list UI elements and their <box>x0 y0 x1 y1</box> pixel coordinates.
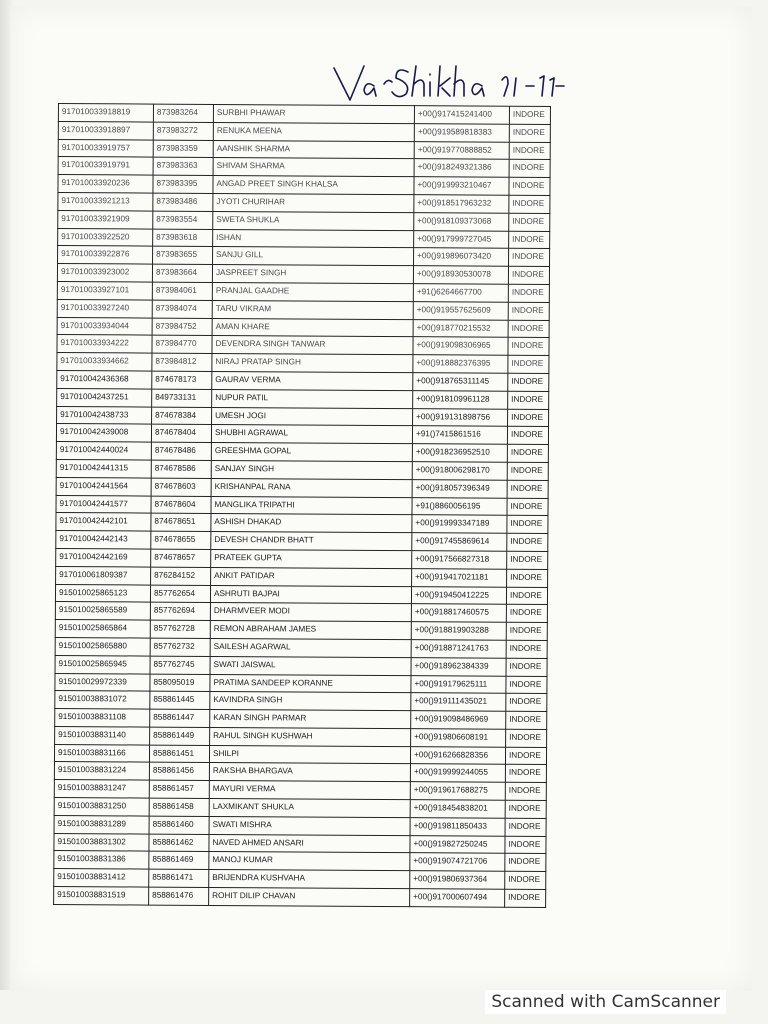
city-cell: INDORE <box>507 551 548 569</box>
candidate-name-cell: SHILPI <box>209 745 410 764</box>
candidate-id-cell: 858861456 <box>149 763 209 781</box>
candidate-name-cell: UMESH JOGI <box>212 407 413 426</box>
application-number-cell: 917010042438733 <box>57 406 152 424</box>
city-cell: INDORE <box>507 444 548 462</box>
candidate-name-cell: SANJU GILL <box>213 247 414 266</box>
candidate-id-cell: 858861476 <box>149 887 209 905</box>
candidate-name-cell: LAXMIKANT SHUKLA <box>209 799 410 818</box>
candidate-name-cell: AANSHIK SHARMA <box>213 140 414 159</box>
application-number-cell: 917010033922520 <box>58 228 153 246</box>
phone-number-cell: +00()918454838201 <box>410 800 505 818</box>
candidate-name-cell: PRANJAL GAADHE <box>212 282 413 301</box>
application-number-cell: 917010033918897 <box>58 121 153 139</box>
candidate-id-cell: 873984074 <box>152 300 212 318</box>
city-cell: INDORE <box>507 516 548 534</box>
city-cell: INDORE <box>508 302 549 320</box>
phone-number-cell: +00()917566827318 <box>412 551 507 569</box>
candidate-name-cell: SHUBHI AGRAWAL <box>211 425 412 444</box>
candidate-id-cell: 858861469 <box>149 852 209 870</box>
candidate-id-cell: 858861449 <box>150 727 210 745</box>
city-cell: INDORE <box>505 889 546 907</box>
application-number-cell: 915010038831140 <box>55 726 150 744</box>
phone-number-cell: +00()919993210467 <box>414 177 509 195</box>
candidate-id-cell: 874678384 <box>152 407 212 425</box>
phone-number-cell: +00()918817460575 <box>411 604 506 622</box>
city-cell: INDORE <box>508 284 549 302</box>
candidate-name-cell: DHARMVEER MODI <box>210 603 411 622</box>
candidate-name-cell: SWETA SHUKLA <box>213 211 414 230</box>
phone-number-cell: +00()918871241763 <box>411 640 506 658</box>
handwritten-signature <box>330 60 570 108</box>
candidate-id-cell: 873984812 <box>152 353 212 371</box>
city-cell: INDORE <box>509 160 550 178</box>
candidate-name-cell: NIRAJ PRATAP SINGH <box>212 354 413 373</box>
application-number-cell: 917010042437251 <box>57 388 152 406</box>
candidate-id-cell: 874678173 <box>152 371 212 389</box>
application-number-cell: 917010042440024 <box>56 442 151 460</box>
candidate-name-cell: SWATI JAISWAL <box>210 656 411 675</box>
candidate-name-cell: MANGLIKA TRIPATHI <box>211 496 412 515</box>
city-cell: INDORE <box>508 355 549 373</box>
candidate-id-cell: 874678655 <box>151 531 211 549</box>
candidate-id-cell: 876284152 <box>151 567 211 585</box>
application-number-cell: 917010033927240 <box>57 299 152 317</box>
candidate-name-cell: PRATEEK GUPTA <box>211 549 412 568</box>
phone-number-cell: +00()916266828356 <box>410 746 505 764</box>
candidate-id-cell: 874678603 <box>151 478 211 496</box>
application-number-cell: 915010038831386 <box>54 851 149 869</box>
candidate-id-cell: 874678651 <box>151 513 211 531</box>
phone-number-cell: +00()917455869614 <box>412 533 507 551</box>
application-number-cell: 917010042442143 <box>56 531 151 549</box>
application-number-cell: 917010033922876 <box>58 246 153 264</box>
candidate-name-cell: SAILESH AGARWAL <box>210 638 411 657</box>
candidate-name-cell: SWATI MISHRA <box>209 816 410 835</box>
candidate-id-cell: 873983264 <box>153 104 213 122</box>
application-number-cell: 917010033934662 <box>57 353 152 371</box>
candidate-name-cell: AMAN KHARE <box>212 318 413 337</box>
phone-number-cell: +00()919827250245 <box>410 835 505 853</box>
candidate-name-cell: MANOJ KUMAR <box>209 852 410 871</box>
candidate-name-cell: KARAN SINGH PARMAR <box>210 710 411 729</box>
city-cell: INDORE <box>507 462 548 480</box>
phone-number-cell: +00()919617688275 <box>410 782 505 800</box>
application-number-cell: 917010042441315 <box>56 459 151 477</box>
application-number-cell: 915010038831224 <box>54 762 149 780</box>
table-row <box>54 887 546 908</box>
phone-number-cell: +91()6264667700 <box>413 284 508 302</box>
phone-number-cell: +00()918057396349 <box>412 479 507 497</box>
city-cell: INDORE <box>506 622 547 640</box>
phone-number-cell: +00()919098486969 <box>411 711 506 729</box>
application-number-cell: 915010025865123 <box>55 584 150 602</box>
application-number-cell: 917010033923002 <box>57 264 152 282</box>
city-cell: INDORE <box>505 836 546 854</box>
application-number-cell: 917010033918819 <box>58 104 153 122</box>
phone-number-cell: +00()918882376395 <box>413 355 508 373</box>
city-cell: INDORE <box>509 231 550 249</box>
candidate-name-cell: ANGAD PREET SINGH KHALSA <box>213 176 414 195</box>
candidate-id-cell: 873983363 <box>153 157 213 175</box>
phone-number-cell: +00()918819903288 <box>411 622 506 640</box>
application-number-cell: 915010038831302 <box>54 833 149 851</box>
candidate-id-cell: 873984752 <box>152 318 212 336</box>
candidate-name-cell: PRATIMA SANDEEP KORANNE <box>210 674 411 693</box>
application-number-cell: 915010038831247 <box>54 780 149 798</box>
candidate-name-cell: ISHAN <box>213 229 414 248</box>
city-cell: INDORE <box>507 498 548 516</box>
city-cell: INDORE <box>505 783 546 801</box>
candidate-name-cell: DEVESH CHANDR BHATT <box>211 532 412 551</box>
phone-number-cell: +91()7415861516 <box>412 426 507 444</box>
candidate-name-cell: MAYURI VERMA <box>209 781 410 800</box>
phone-number-cell: +00()919806937364 <box>410 871 505 889</box>
phone-number-cell: +00()919450412225 <box>411 586 506 604</box>
record-table <box>53 103 551 908</box>
candidate-id-cell: 849733131 <box>152 389 212 407</box>
candidate-id-cell: 873983618 <box>153 229 213 247</box>
application-number-cell: 917010042439008 <box>56 424 151 442</box>
city-cell: INDORE <box>509 106 550 124</box>
phone-number-cell: +91()8860056195 <box>412 497 507 515</box>
phone-number-cell: +00()919811850433 <box>410 818 505 836</box>
candidate-name-cell: KAVINDRA SINGH <box>210 692 411 711</box>
application-number-cell: 915010025865880 <box>55 637 150 655</box>
phone-number-cell: +00()918770215532 <box>413 319 508 337</box>
candidate-id-cell: 858861471 <box>149 869 209 887</box>
city-cell: INDORE <box>506 587 547 605</box>
candidate-name-cell: RAKSHA BHARGAVA <box>209 763 410 782</box>
city-cell: INDORE <box>508 391 549 409</box>
city-cell: INDORE <box>505 747 546 765</box>
candidate-id-cell: 874678657 <box>151 549 211 567</box>
candidate-id-cell: 873983395 <box>153 175 213 193</box>
city-cell: INDORE <box>507 569 548 587</box>
candidate-name-cell: JYOTI CHURIHAR <box>213 193 414 212</box>
candidate-id-cell: 874678586 <box>151 460 211 478</box>
candidate-name-cell: KRISHANPAL RANA <box>211 478 412 497</box>
application-number-cell: 915010038831108 <box>55 709 150 727</box>
candidate-id-cell: 873983554 <box>153 211 213 229</box>
candidate-id-cell: 857762732 <box>150 638 210 656</box>
phone-number-cell: +00()917000607494 <box>410 889 505 907</box>
application-number-cell: 915010029972339 <box>55 673 150 691</box>
phone-number-cell: +00()918962384339 <box>411 657 506 675</box>
phone-number-cell: +00()917415241400 <box>414 106 509 124</box>
application-number-cell: 917010042441564 <box>56 477 151 495</box>
application-number-cell: 915010038831250 <box>54 798 149 816</box>
candidate-id-cell: 858861457 <box>149 780 209 798</box>
city-cell: INDORE <box>508 338 549 356</box>
application-number-cell: 915010025865945 <box>55 655 150 673</box>
application-number-cell: 917010042442101 <box>56 513 151 531</box>
camscanner-watermark: Scanned with CamScanner <box>485 990 726 1014</box>
phone-number-cell: +00()918517963232 <box>414 195 509 213</box>
application-number-cell: 917010042436368 <box>57 370 152 388</box>
city-cell: INDORE <box>506 711 547 729</box>
city-cell: INDORE <box>506 676 547 694</box>
city-cell: INDORE <box>506 640 547 658</box>
candidate-id-cell: 858861447 <box>150 709 210 727</box>
candidate-id-cell: 858861445 <box>150 691 210 709</box>
candidate-id-cell: 857762654 <box>150 585 210 603</box>
phone-number-cell: +00()919896073420 <box>414 248 509 266</box>
candidate-name-cell: ROHIT DILIP CHAVAN <box>209 887 410 906</box>
city-cell: INDORE <box>509 249 550 267</box>
candidate-name-cell: SHIVAM SHARMA <box>213 158 414 177</box>
application-number-cell: 917010033919791 <box>58 157 153 175</box>
city-cell: INDORE <box>509 195 550 213</box>
city-cell: INDORE <box>509 213 550 231</box>
phone-number-cell: +00()919111435021 <box>411 693 506 711</box>
city-cell: INDORE <box>506 658 547 676</box>
candidate-id-cell: 873983655 <box>153 246 213 264</box>
application-number-cell: 915010025865589 <box>55 602 150 620</box>
candidate-name-cell: DEVENDRA SINGH TANWAR <box>212 336 413 355</box>
application-number-cell: 917010033934222 <box>57 335 152 353</box>
phone-number-cell: +00()919806608191 <box>411 729 506 747</box>
city-cell: INDORE <box>505 765 546 783</box>
phone-number-cell: +00()919074721706 <box>410 853 505 871</box>
phone-number-cell: +00()918765311145 <box>413 373 508 391</box>
candidate-name-cell: ASHISH DHAKAD <box>211 514 412 533</box>
phone-number-cell: +00()918109961128 <box>413 390 508 408</box>
candidate-name-cell: REMON ABRAHAM JAMES <box>210 621 411 640</box>
city-cell: INDORE <box>507 427 548 445</box>
phone-number-cell: +00()918236952510 <box>412 444 507 462</box>
phone-number-cell: +00()919999244055 <box>410 764 505 782</box>
phone-number-cell: +00()917999727045 <box>414 230 509 248</box>
phone-number-cell: +00()919179625111 <box>411 675 506 693</box>
city-cell: INDORE <box>509 177 550 195</box>
candidate-name-cell: GAURAV VERMA <box>212 371 413 390</box>
phone-number-cell: +00()919770888852 <box>414 141 509 159</box>
city-cell: INDORE <box>506 729 547 747</box>
phone-number-cell: +00()919131898756 <box>413 408 508 426</box>
candidate-id-cell: 874678486 <box>151 442 211 460</box>
application-number-cell: 917010033934044 <box>57 317 152 335</box>
city-cell: INDORE <box>507 480 548 498</box>
city-cell: INDORE <box>505 872 546 890</box>
candidate-id-cell: 858861460 <box>149 816 209 834</box>
city-cell: INDORE <box>506 605 547 623</box>
city-cell: INDORE <box>505 854 546 872</box>
application-number-cell: 917010042442169 <box>56 548 151 566</box>
city-cell: INDORE <box>508 373 549 391</box>
candidate-id-cell: 873983486 <box>153 193 213 211</box>
candidate-name-cell: ASHRUTI BAJPAI <box>210 585 411 604</box>
candidate-id-cell: 858095019 <box>150 674 210 692</box>
candidate-id-cell: 873984770 <box>152 335 212 353</box>
phone-number-cell: +00()918249321386 <box>414 159 509 177</box>
application-number-cell: 915010038831166 <box>54 744 149 762</box>
phone-number-cell: +00()919557625609 <box>413 301 508 319</box>
application-number-cell: 917010033921213 <box>58 192 153 210</box>
phone-number-cell: +00()919993347189 <box>412 515 507 533</box>
candidate-name-cell: JASPREET SINGH <box>212 265 413 284</box>
candidate-id-cell: 873984061 <box>152 282 212 300</box>
application-number-cell: 917010033927101 <box>57 281 152 299</box>
city-cell: INDORE <box>508 266 549 284</box>
city-cell: INDORE <box>508 409 549 427</box>
candidate-id-cell: 873983359 <box>153 140 213 158</box>
candidate-id-cell: 873983664 <box>152 264 212 282</box>
city-cell: INDORE <box>509 124 550 142</box>
candidate-name-cell: RAHUL SINGH KUSHWAH <box>210 727 411 746</box>
application-number-cell: 915010038831412 <box>54 869 149 887</box>
city-cell: INDORE <box>508 320 549 338</box>
candidate-name-cell: RENUKA MEENA <box>213 122 414 141</box>
city-cell: INDORE <box>505 818 546 836</box>
candidate-name-cell: ANKIT PATIDAR <box>211 567 412 586</box>
candidate-id-cell: 858861458 <box>149 798 209 816</box>
application-number-cell: 915010025865864 <box>55 620 150 638</box>
candidate-name-cell: NUPUR PATIL <box>212 389 413 408</box>
candidate-name-cell: BRIJENDRA KUSHVAHA <box>209 870 410 889</box>
application-number-cell: 917010033920236 <box>58 175 153 193</box>
application-number-cell: 915010038831289 <box>54 815 149 833</box>
candidate-id-cell: 857762745 <box>150 656 210 674</box>
candidate-id-cell: 857762694 <box>150 602 210 620</box>
candidate-name-cell: GREESHMA GOPAL <box>211 443 412 462</box>
city-cell: INDORE <box>509 142 550 160</box>
candidate-name-cell: TARU VIKRAM <box>212 300 413 319</box>
application-number-cell: 917010042441577 <box>56 495 151 513</box>
candidate-id-cell: 873983272 <box>153 122 213 140</box>
application-number-cell: 917010033921909 <box>58 210 153 228</box>
candidate-id-cell: 858861451 <box>149 745 209 763</box>
phone-number-cell: +00()918006298170 <box>412 462 507 480</box>
city-cell: INDORE <box>505 800 546 818</box>
city-cell: INDORE <box>506 694 547 712</box>
application-number-cell: 917010061809387 <box>56 566 151 584</box>
candidate-id-cell: 874678404 <box>151 424 211 442</box>
application-number-cell: 915010038831072 <box>55 691 150 709</box>
phone-number-cell: +00()919589818383 <box>414 123 509 141</box>
candidate-id-cell: 874678604 <box>151 496 211 514</box>
candidate-id-cell: 857762728 <box>150 620 210 638</box>
phone-number-cell: +00()919417021181 <box>412 568 507 586</box>
phone-number-cell: +00()919098306965 <box>413 337 508 355</box>
phone-number-cell: +00()918930530078 <box>413 266 508 284</box>
application-number-cell: 917010033919757 <box>58 139 153 157</box>
phone-number-cell: +00()918109373068 <box>414 212 509 230</box>
candidate-name-cell: NAVED AHMED ANSARI <box>209 834 410 853</box>
application-number-cell: 915010038831519 <box>54 887 149 905</box>
candidate-name-cell: SANJAY SINGH <box>211 460 412 479</box>
candidate-name-cell: SURBHI PHAWAR <box>213 104 414 123</box>
city-cell: INDORE <box>507 533 548 551</box>
candidate-id-cell: 858861462 <box>149 834 209 852</box>
